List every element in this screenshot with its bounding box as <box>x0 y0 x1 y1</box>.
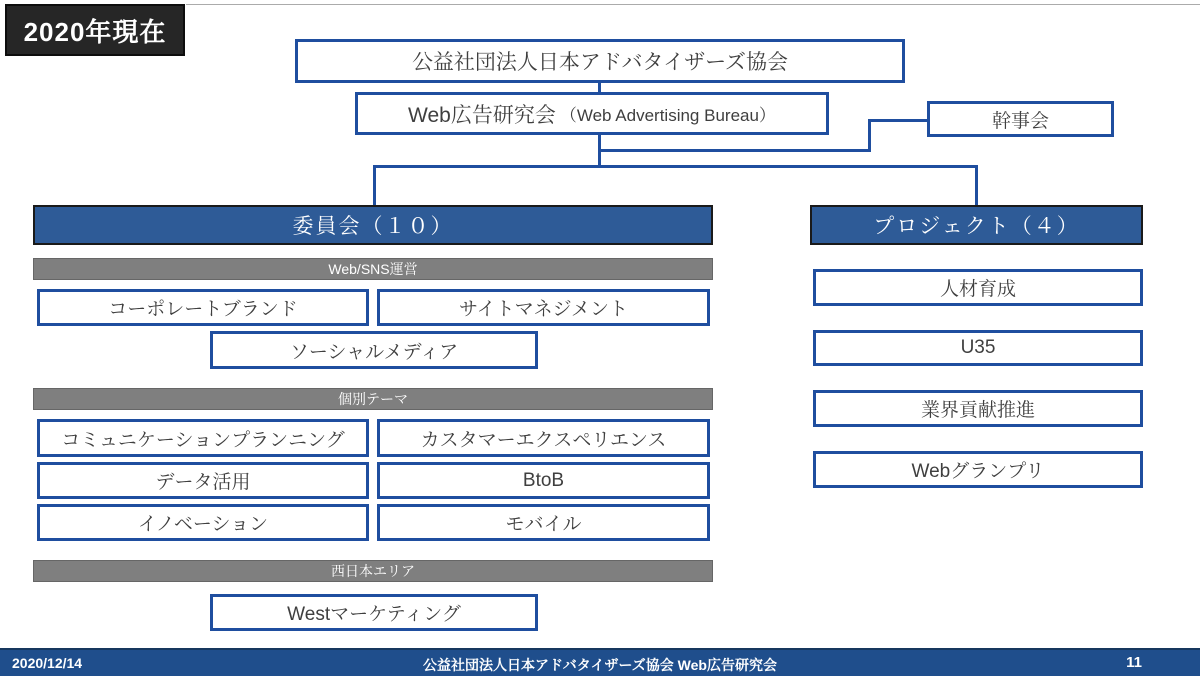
slide-top-edge <box>186 4 1200 5</box>
bureau-name-en: （Web Advertising Bureau） <box>559 106 776 125</box>
connector-drop-projects <box>975 165 978 205</box>
group-label-individual-themes: 個別テーマ <box>33 388 713 410</box>
bureau-name-jp: Web広告研究会 <box>408 103 556 127</box>
committee-box-communication-planning: コミュニケーションプランニング <box>37 419 369 457</box>
committee-box-btob: BtoB <box>377 462 710 499</box>
committee-box-data-utilization: データ活用 <box>37 462 369 499</box>
committee-box-customer-experience: カスタマーエクスペリエンス <box>377 419 710 457</box>
connector-secretariat-stub <box>868 119 927 122</box>
committee-box-mobile: モバイル <box>377 504 710 541</box>
footer-bar <box>0 650 1200 676</box>
committee-box-social-media: ソーシャルメディア <box>210 331 538 369</box>
connector-secretariat-riser <box>868 119 871 152</box>
parent-association-box: 公益社団法人日本アドバタイザーズ協会 <box>295 39 905 83</box>
projects-header: プロジェクト（４） <box>810 205 1143 245</box>
project-box-industry-contribution: 業界貢献推進 <box>813 390 1143 427</box>
footer-title: 公益社団法人日本アドバタイザーズ協会 Web広告研究会 <box>423 657 777 673</box>
project-box-u35: U35 <box>813 330 1143 366</box>
project-box-hr-development: 人材育成 <box>813 269 1143 306</box>
group-label-web-sns: Web/SNS運営 <box>33 258 713 280</box>
connector-rail-main <box>373 165 978 168</box>
year-badge: 2020年現在 <box>5 4 185 56</box>
committee-box-site-management: サイトマネジメント <box>377 289 710 326</box>
secretariat-box: 幹事会 <box>927 101 1114 137</box>
connector-drop-committees <box>373 165 376 205</box>
committee-box-innovation: イノベーション <box>37 504 369 541</box>
footer-page-number: 11 <box>1126 654 1142 671</box>
committee-box-corporate-brand: コーポレートブランド <box>37 289 369 326</box>
connector-rail-secretariat <box>598 149 871 152</box>
footer-date: 2020/12/14 <box>12 655 83 671</box>
project-box-web-grand-prix: Webグランプリ <box>813 451 1143 488</box>
group-label-west-japan-area: 西日本エリア <box>33 560 713 582</box>
web-advertising-bureau-box <box>355 92 829 135</box>
connector-parent-to-bureau <box>598 83 601 92</box>
committees-header: 委員会（１０） <box>33 205 713 245</box>
committee-box-west-marketing: Westマーケティング <box>210 594 538 631</box>
